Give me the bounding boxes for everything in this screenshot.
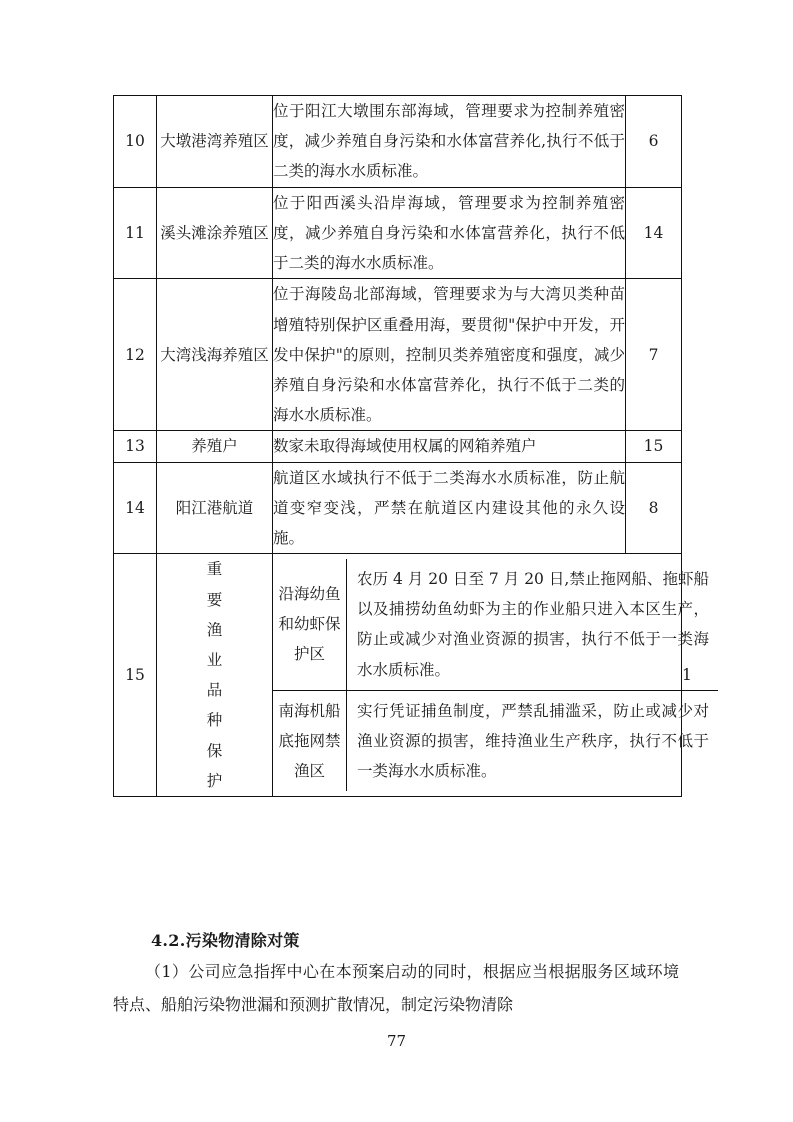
row-zone-name: 大墩港湾养殖区 [157, 96, 273, 188]
vertical-char: 种 [206, 711, 223, 730]
row-subtable-cell [273, 554, 709, 797]
row-number: 6 [626, 96, 682, 188]
subrow-description: 农历 4 月 20 日至 7 月 20 日,禁止拖网船、拖虾船以及捕捞幼鱼幼虾为主的作业船只进入本区生产，防止或减少对渔业资源的损害，执行不低于一类海水水质标准。 [347, 559, 719, 690]
row-number: 14 [626, 187, 682, 279]
vertical-char: 品 [206, 681, 223, 700]
row-description: 位于海陵岛北部海域，管理要求为与大湾贝类种苗增殖特别保护区重叠用海，要贯彻"保护中开发，开发中保护"的原则，控制贝类养殖密度和强度，减少养殖自身污染和水体富营养化，执行不低于二类的海水水质标准。 [273, 279, 626, 431]
row-number: 8 [626, 462, 682, 554]
vertical-char: 渔 [206, 620, 223, 639]
table-row [114, 96, 682, 188]
table-body [114, 96, 709, 797]
protection-subtable [273, 559, 718, 792]
row-description: 位于阳江大墩围东部海域，管理要求为控制养殖密度，减少养殖自身污染和水体富营养化,执行不低于二类的海水水质标准。 [273, 96, 626, 188]
subtable-row [273, 559, 718, 690]
row-index: 12 [114, 279, 157, 431]
vertical-char: 重 [206, 560, 223, 579]
subrow-description: 实行凭证捕鱼制度，严禁乱捕滥采，防止或减少对渔业资源的损害，维持渔业生产秩序，执行不低于一类海水水质标准。 [347, 690, 719, 791]
table-row [114, 462, 682, 554]
row-index: 14 [114, 462, 157, 554]
subrow-label: 沿海幼鱼和幼虾保护区 [273, 559, 347, 690]
row-description: 航道区水域执行不低于二类海水水质标准，防止航道变窄变浅，严禁在航道区内建设其他的永久设施。 [273, 462, 626, 554]
row-description: 位于阳西溪头沿岸海域，管理要求为控制养殖密度，减少养殖自身污染和水体富营养化，执行不低于二类的海水水质标准。 [273, 187, 626, 279]
subtable-body [273, 559, 718, 792]
table-row-grouped: 15 重 要 渔 业 品 种 保 护 沿海幼鱼和幼虾保护区 农历 4 月 20 日至 7 月 20 日,禁止拖网船、拖虾船以及捕捞幼鱼幼虾为主的作业船只进入本区生产，防止或减少对渔业资源的损害，执行不低于一类海水水质标准。 南海机船底拖网禁渔区 实行凭证捕鱼制度，严禁乱捕滥采，防止或减少对渔业资源的损害，维持渔业生产秩序，执行不低于一类海水水质标准。 1 [114, 554, 682, 797]
row-zone-name: 养殖户 [157, 431, 273, 462]
row-index: 10 [114, 96, 157, 188]
row-zone-name: 阳江港航道 [157, 462, 273, 554]
row-vertical-label [157, 554, 273, 797]
section-heading: 4.2.污染物清除对策 [151, 931, 300, 950]
row-index: 13 [114, 431, 157, 462]
row-number: 15 [626, 431, 682, 462]
table-row [114, 431, 682, 462]
subtable-row [273, 690, 718, 791]
vertical-char: 要 [206, 590, 223, 609]
page-number: 77 [386, 1032, 407, 1050]
row-zone-name: 溪头滩涂养殖区 [157, 187, 273, 279]
marine-zone-table [113, 95, 709, 797]
table-row [114, 279, 682, 431]
row-description: 数家未取得海域使用权属的网箱养殖户 [273, 431, 626, 462]
table-row [114, 187, 682, 279]
row-index: 11 [114, 187, 157, 279]
vertical-char: 业 [206, 650, 223, 669]
vertical-char: 护 [206, 771, 223, 790]
row-zone-name: 大湾浅海养殖区 [157, 279, 273, 431]
subrow-label: 南海机船底拖网禁渔区 [278, 701, 341, 781]
vertical-char: 保 [206, 741, 223, 760]
row-number: 7 [626, 279, 682, 431]
row-index: 15 [114, 554, 157, 797]
body-paragraph: （1）公司应急指挥中心在本预案启动的同时，根据应当根据服务区域环境特点、船舶污染物泄漏和预测扩散情况，制定污染物清除 [113, 962, 679, 1014]
